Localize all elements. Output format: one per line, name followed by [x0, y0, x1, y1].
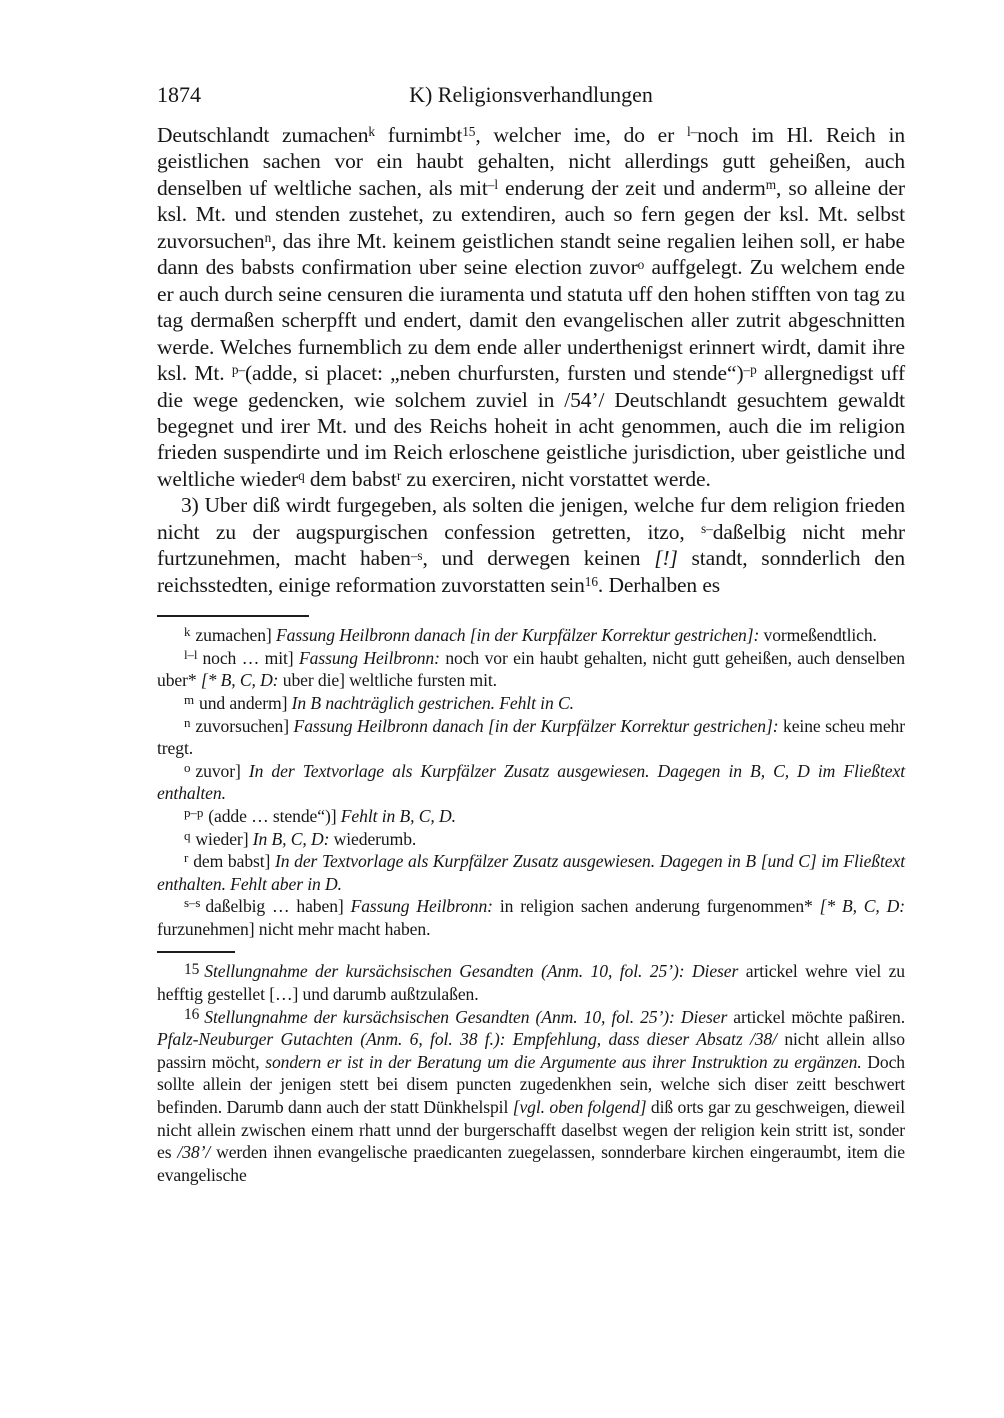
apparatus-note-s–s: $^{s-s}$ daßelbig … haben] Fassung Heilbronn: in religion sachen anderung furgenommen* [* B, C, D: furzunehmen] nicht mehr macht haben. — [157, 895, 905, 939]
apparatus-note-p–p: $^{p-p}$ (adde … stende“)] Fehlt in B, C, D. — [184, 804, 456, 826]
footnotes — [157, 960, 905, 1186]
body-paragraph-1: Deutschlandt zumachen$^k$ furnimbt$^{15}$, welcher ime, do er $^{l-}$noch im Hl. Reich in geistlichen sachen vor ein haubt gehalten, nicht allerdings gutt geheißen, auch denselben uf weltliche sachen, als mit$^{-l}$ enderung der zeit und anderm$^m$, so alleine der ksl. Mt. und stenden zustehet, zu extendiren, auch so fern gegen der ksl. Mt. selbst zuvorsuchen$^n$, das ihre Mt. keinem geistlichen standt seine regalien leihen soll, er habe dann des babsts confirmation uber seine election zuvor$^o$ auffgelegt. Zu welchem ende er auch durch seine censuren die iuramenta und statuta uff den hohen stifften von tag zu tag dermaßen scherpfft und endert, damit den evangelischen aller zutrit abgeschnitten werde. Welches furnemblich zu dem ende aller underthenigst erinnert wirdt, damit ihre ksl. Mt. $^{p-}$(adde, si placet: „neben churfursten, fursten und stende“)$^{-p}$ allergnedigst uff die wege gedencken, wie solchem zuviel in /54’/ Deutschlandt gesuchtem gewaldt begegnet und irer Mt. und des Reichs hoheit in acht genommen, auch die im religion frieden suspendirte und im Reich erloschene geistliche jurisdiction, uber geistliche und weltliche wieder$^q$ dem babst$^r$ zu exerciren, nicht vorstattet werde. — [157, 123, 906, 491]
footnote-15: $^{15}$ Stellungnahme der kursächsischen Gesandten (Anm. 10, fol. 25’): Dieser artickel wehre viel zu hefftig gestellet […] und darumb außtzulaßen. — [157, 961, 905, 1005]
critical-apparatus — [157, 624, 905, 940]
note-marker: l–l — [184, 646, 198, 662]
page-header — [157, 82, 905, 110]
note-marker: n — [184, 714, 191, 730]
footnotes-divider — [157, 951, 235, 953]
apparatus-note-q: $^q$ wieder] In B, C, D: wiederumb. — [184, 827, 417, 849]
apparatus-note-l–l: $^{l-l}$ noch … mit] Fassung Heilbronn: noch vor ein haubt gehalten, nicht gutt geheißen, auch denselben uber* [* B, C, D: uber die] weltliche fursten mit. — [157, 646, 905, 691]
running-head: K) Religionsverhandlungen — [409, 82, 653, 107]
note-marker: 15 — [184, 961, 200, 979]
apparatus-note-r: $^r$ dem babst] In der Textvorlage als Kurpfälzer Zusatz ausgewiesen. Dagegen in B [und C] im Fließtext enthalten. Fehlt aber in D. — [157, 850, 905, 894]
body-text — [157, 122, 905, 598]
note-marker: p–p — [184, 804, 204, 820]
note-marker: 16 — [184, 1006, 200, 1024]
note-marker: o — [184, 759, 191, 775]
apparatus-note-m: $^m$ und anderm] In B nachträglich gestrichen. Fehlt in C. — [184, 692, 574, 713]
body-paragraph-2: 3) Uber diß wirdt furgegeben, als solten die jenigen, welche fur dem religion frieden nicht zu der augspurgischen confession getretten, itzo, $^{s-}$daßelbig nicht mehr furtzunehmen, macht haben$^{-s}$, und derwegen keinen [!] standt, sonnderlich den reichsstedten, einige reformation zuvorstatten sein$^{16}$. Derhalben es — [157, 493, 906, 597]
page-number: 1874 — [157, 82, 201, 107]
note-marker: q — [184, 827, 191, 843]
note-marker: m — [184, 692, 195, 707]
apparatus-note-n: $^n$ zuvorsuchen] Fassung Heilbronn danach [in der Kurpfälzer Korrektur gestrichen]: keine scheu mehr tregt. — [157, 714, 906, 759]
apparatus-note-o: $^o$ zuvor] In der Textvorlage als Kurpfälzer Zusatz ausgewiesen. Dagegen in B, C, D im Fließtext enthalten. — [157, 759, 905, 804]
text-block — [157, 82, 905, 1186]
note-marker: r — [184, 850, 189, 866]
apparatus-divider — [157, 615, 309, 617]
footnote-16: $^{16}$ Stellungnahme der kursächsischen Gesandten (Anm. 10, fol. 25’): Dieser artickel möchte paßiren. Pfalz-Neuburger Gutachten (Anm. 6, fol. 38 f.): Empfehlung, dass dieser Absatz /38/ nicht allein allso passirn möcht, sondern er ist in der Beratung um die Argumente aus ihrer Instruktion zu ergänzen. Doch sollte allein der jenigen stett bei disem puncten zugedenkhen sein, welche sich diser zeitt beschwert befinden. Darumb dann auch der statt Dünkhelspil [vgl. oben folgend] diß orts gar zu geschweigen, dieweil nicht allein zwischen einem rhatt unnd der burgerschafft daselbst wegen der religion kein stritt ist, sonder es /38’/ werden ihnen evangelische praedicanten zuegelassen, sonnderbare kirchen eingeraumbt, item die evangelische — [157, 1006, 905, 1185]
note-marker: s–s — [184, 895, 201, 911]
apparatus-note-k: $^k$ zumachen] Fassung Heilbronn danach [in der Kurpfälzer Korrektur gestrichen]: vormeßendtlich. — [184, 624, 877, 646]
note-marker: k — [184, 624, 191, 640]
